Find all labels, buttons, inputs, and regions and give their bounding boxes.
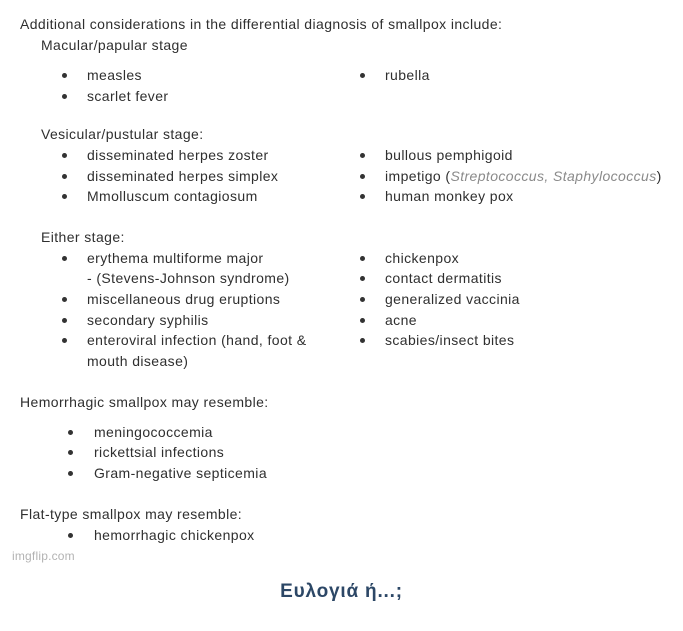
closing-paren: ) (656, 168, 662, 184)
intro-text: Additional considerations in the differential diagnosis of smallpox include: (20, 16, 503, 32)
list-item-continuation: mouth disease) (87, 353, 189, 369)
bullet-icon (62, 73, 67, 78)
list-item-text: contact dermatitis (385, 270, 502, 286)
section-heading-hemorrhagic: Hemorrhagic smallpox may resemble: (20, 394, 269, 410)
list-item (68, 424, 213, 440)
section-heading-flat-type: Flat-type smallpox may resemble: (20, 506, 243, 522)
bullet-icon (68, 471, 73, 476)
list-item-text: Gram-negative septicemia (94, 465, 267, 481)
bullet-icon (360, 318, 365, 323)
bullet-icon (360, 153, 365, 158)
section-heading-either: Either stage: (41, 229, 125, 245)
list-item (68, 527, 255, 543)
list-item (62, 88, 168, 104)
list-item (68, 444, 224, 460)
list-item (360, 67, 430, 83)
list-item-text: generalized vaccinia (385, 291, 520, 307)
list-item (62, 291, 280, 307)
bullet-icon (62, 94, 67, 99)
list-item (62, 168, 278, 184)
list-item (62, 332, 306, 348)
list-item (360, 270, 502, 286)
list-item-text: Mmolluscum contagiosum (87, 188, 258, 204)
list-item-text: disseminated herpes simplex (87, 168, 279, 184)
list-item (360, 332, 514, 348)
bullet-icon (360, 338, 365, 343)
list-item-text: meningococcemia (94, 424, 213, 440)
list-item-text: enteroviral infection (hand, foot & (87, 332, 307, 348)
list-item (62, 250, 264, 266)
list-item-text: human monkey pox (385, 188, 514, 204)
list-item (62, 312, 209, 328)
list-item-text: scarlet fever (87, 88, 169, 104)
bullet-icon (360, 256, 365, 261)
bullet-icon (68, 430, 73, 435)
list-item (360, 250, 459, 266)
imgflip-watermark: imgflip.com (12, 549, 75, 563)
bullet-icon (62, 318, 67, 323)
list-item-text: disseminated herpes zoster (87, 147, 269, 163)
pathogen-names: Streptococcus, Staphylococcus (450, 168, 657, 184)
list-item-text: hemorrhagic chickenpox (94, 527, 255, 543)
list-item-text: erythema multiforme major (87, 250, 264, 266)
list-item (360, 291, 520, 307)
section-heading-macular: Macular/papular stage (41, 37, 188, 53)
list-item-text: miscellaneous drug eruptions (87, 291, 281, 307)
list-item-continuation: - (Stevens-Johnson syndrome) (87, 270, 290, 286)
list-item-text: secondary syphilis (87, 312, 209, 328)
list-item (360, 188, 514, 204)
bullet-icon (62, 256, 67, 261)
list-item-impetigo (360, 168, 662, 184)
bullet-icon (62, 297, 67, 302)
list-item-text: chickenpox (385, 250, 460, 266)
bullet-icon (360, 174, 365, 179)
meme-caption: Ευλογιά ή...; (280, 581, 403, 602)
bullet-icon (68, 450, 73, 455)
list-item (62, 67, 142, 83)
bullet-icon (360, 73, 365, 78)
list-item (62, 147, 269, 163)
bullet-icon (62, 338, 67, 343)
bullet-icon (360, 276, 365, 281)
list-item-text: impetigo ( (385, 168, 451, 184)
list-item-text: rickettsial infections (94, 444, 225, 460)
section-heading-vesicular: Vesicular/pustular stage: (41, 126, 204, 142)
bullet-icon (360, 297, 365, 302)
bullet-icon (360, 194, 365, 199)
list-item (68, 465, 267, 481)
bullet-icon (62, 194, 67, 199)
list-item-text: measles (87, 67, 142, 83)
list-item (360, 312, 417, 328)
list-item (360, 147, 513, 163)
bullet-icon (68, 533, 73, 538)
list-item-text: rubella (385, 67, 430, 83)
bullet-icon (62, 174, 67, 179)
list-item (62, 188, 258, 204)
bullet-icon (62, 153, 67, 158)
list-item-text: acne (385, 312, 417, 328)
list-item-text: bullous pemphigoid (385, 147, 513, 163)
list-item-text: scabies/insect bites (385, 332, 515, 348)
